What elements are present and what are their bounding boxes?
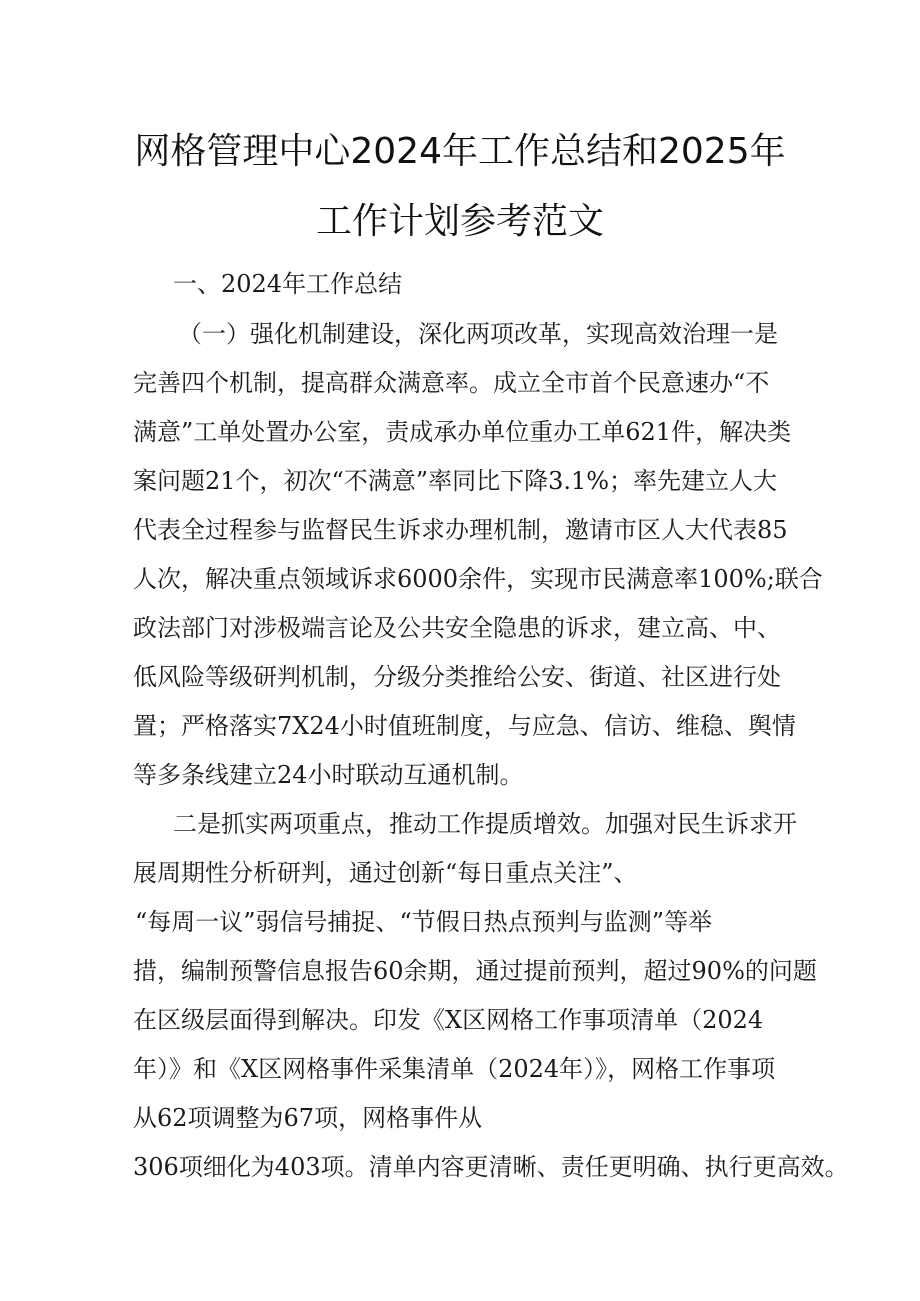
paragraph-line: “每周一议”弱信号捕捉、“节假日热点预判与监测”等举 xyxy=(135,908,713,936)
document-title-line-2: 工作计划参考范文 xyxy=(315,201,604,242)
paragraph-line: 二是抓实两项重点，推动工作提质增效。加强对民生诉求开 xyxy=(173,810,797,838)
paragraph-line: 年）》和《X区网格事件采集清单（2024年）》，网格工作事项 xyxy=(133,1055,776,1083)
paragraph-line: 代表全过程参与监督民生诉求办理机制，邀请市区人大代表85 xyxy=(133,516,788,544)
paragraph-line: 低风险等级研判机制，分级分类推给公安、街道、社区进行处 xyxy=(133,663,781,691)
paragraph-line: 措，编制预警信息报告60余期，通过提前预判，超过90%的问题 xyxy=(133,957,817,985)
paragraph-line: 306项细化为403项。清单内容更清晰、责任更明确、执行更高效。 xyxy=(133,1153,849,1181)
paragraph-line: 案问题21个，初次“不满意”率同比下降3.1%；率先建立人大 xyxy=(133,467,778,495)
paragraph-line: 满意”工单处置办公室，责成承办单位重办工单621件，解决类 xyxy=(133,418,792,446)
document-title-line-1: 网格管理中心2024年工作总结和2025年 xyxy=(134,131,786,172)
paragraph-line: 展周期性分析研判，通过创新“每日重点关注”、 xyxy=(133,859,638,887)
paragraph-line: 等多条线建立24小时联动互通机制。 xyxy=(133,761,524,789)
paragraph-line: 政法部门对涉极端言论及公共安全隐患的诉求，建立高、中、 xyxy=(133,614,781,642)
paragraph-line: 完善四个机制，提高群众满意率。成立全市首个民意速办“不 xyxy=(133,369,770,397)
paragraph-line: 置；严格落实7X24小时值班制度，与应急、信访、维稳、舆情 xyxy=(133,712,796,740)
paragraph-line: 从62项调整为67项，网格事件从 xyxy=(133,1104,483,1132)
paragraph-line: （一）强化机制建设，深化两项改革，实现高效治理一是 xyxy=(178,320,778,348)
paragraph-line: 人次，解决重点领域诉求6000余件，实现市民满意率100%;联合 xyxy=(133,565,823,593)
section-heading: 一、2024年工作总结 xyxy=(173,270,403,298)
paragraph-line: 在区级层面得到解决。印发《X区网格工作事项清单（2024 xyxy=(133,1006,764,1034)
